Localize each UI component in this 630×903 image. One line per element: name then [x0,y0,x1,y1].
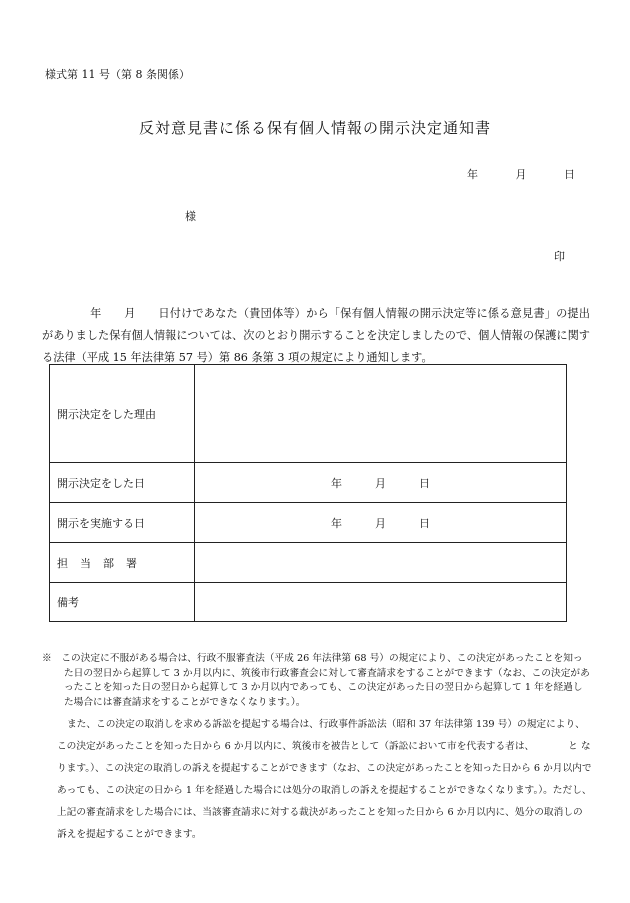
date-year-label: 年 [467,168,478,181]
note-appeal-text: この決定に不服がある場合は、行政不服審査法（平成 26 年法律第 68 号）の規定により、この決定があったことを知った日の翌日から起算して 3 か月以内に、筑後市行政審査会に対して審査請求をすることができます（なお、この決定があったことを知った日の翌日から起算して 3 か月以内であっても、この決定があった日の翌日から起算して 1 年を経過した場合には審査請求をすることができなくなります。）。 [61,653,590,708]
body-text [42,303,590,369]
row-value-remarks [195,583,567,622]
table-row [50,543,567,583]
row-label-disclosure-date: 開示を実施する日 [50,503,195,543]
date-day-label: 日 [564,168,575,181]
row-label-remarks: 備考 [50,583,195,622]
note-lawsuit: また、この決定の取消しを求める訴訟を提起する場合は、行政事件訴訟法（昭和 37 年法律第 139 号）の規定により、この決定があったことを知った日から 6 か月以内に、筑後市を被告として（訴訟において市を代表する者は、 と なります。）、この決定の取消しの訴えを提起することができます（なお、この決定があったことを知った日から 6 か月以内であっても、この決定の日から 1 年を経過した場合には処分の取消しの訴えを提起することができなくなります。）。ただし、上記の審査請求をした場合には、当該審査請求に対する裁決があったことを知った日から 6 か月以内に、処分の取消しの訴えを提起することができます。 [57,719,592,840]
date-month-label: 月 [515,168,527,181]
document-title: 反対意見書に係る保有個人情報の開示決定通知書 [138,119,491,137]
issue-date [451,166,575,182]
form-number: 様式第 11 号（第 8 条関係） [45,68,190,81]
row-value-reason [195,365,567,463]
table-row [50,503,567,543]
table-row [50,365,567,463]
addressee-suffix: 様 [185,210,196,223]
note-mark: ※ [42,653,52,664]
row-value-decision-date: 年 月 日 [195,463,567,503]
row-label-reason: 開示決定をした理由 [50,365,195,463]
note-appeal [42,652,592,710]
row-value-department [195,543,567,583]
seal-mark: 印 [554,250,565,263]
row-label-decision-date: 開示決定をした日 [50,463,195,503]
body-paragraph: 年 月 日付けであなた（貴団体等）から「保有個人情報の開示決定等に係る意見書」の提出がありました保有個人情報については、次のとおり開示することを決定しましたので、個人情報の保護に関する法律（平成 15 年法律第 57 号）第 86 条第 3 項の規定により通知します。 [42,307,590,364]
notes-section [42,652,592,846]
decision-table [49,364,567,622]
row-value-disclosure-date: 年 月 日 [195,503,567,543]
row-label-department: 担当部署 [50,543,195,583]
table-row [50,463,567,503]
table-row [50,583,567,622]
